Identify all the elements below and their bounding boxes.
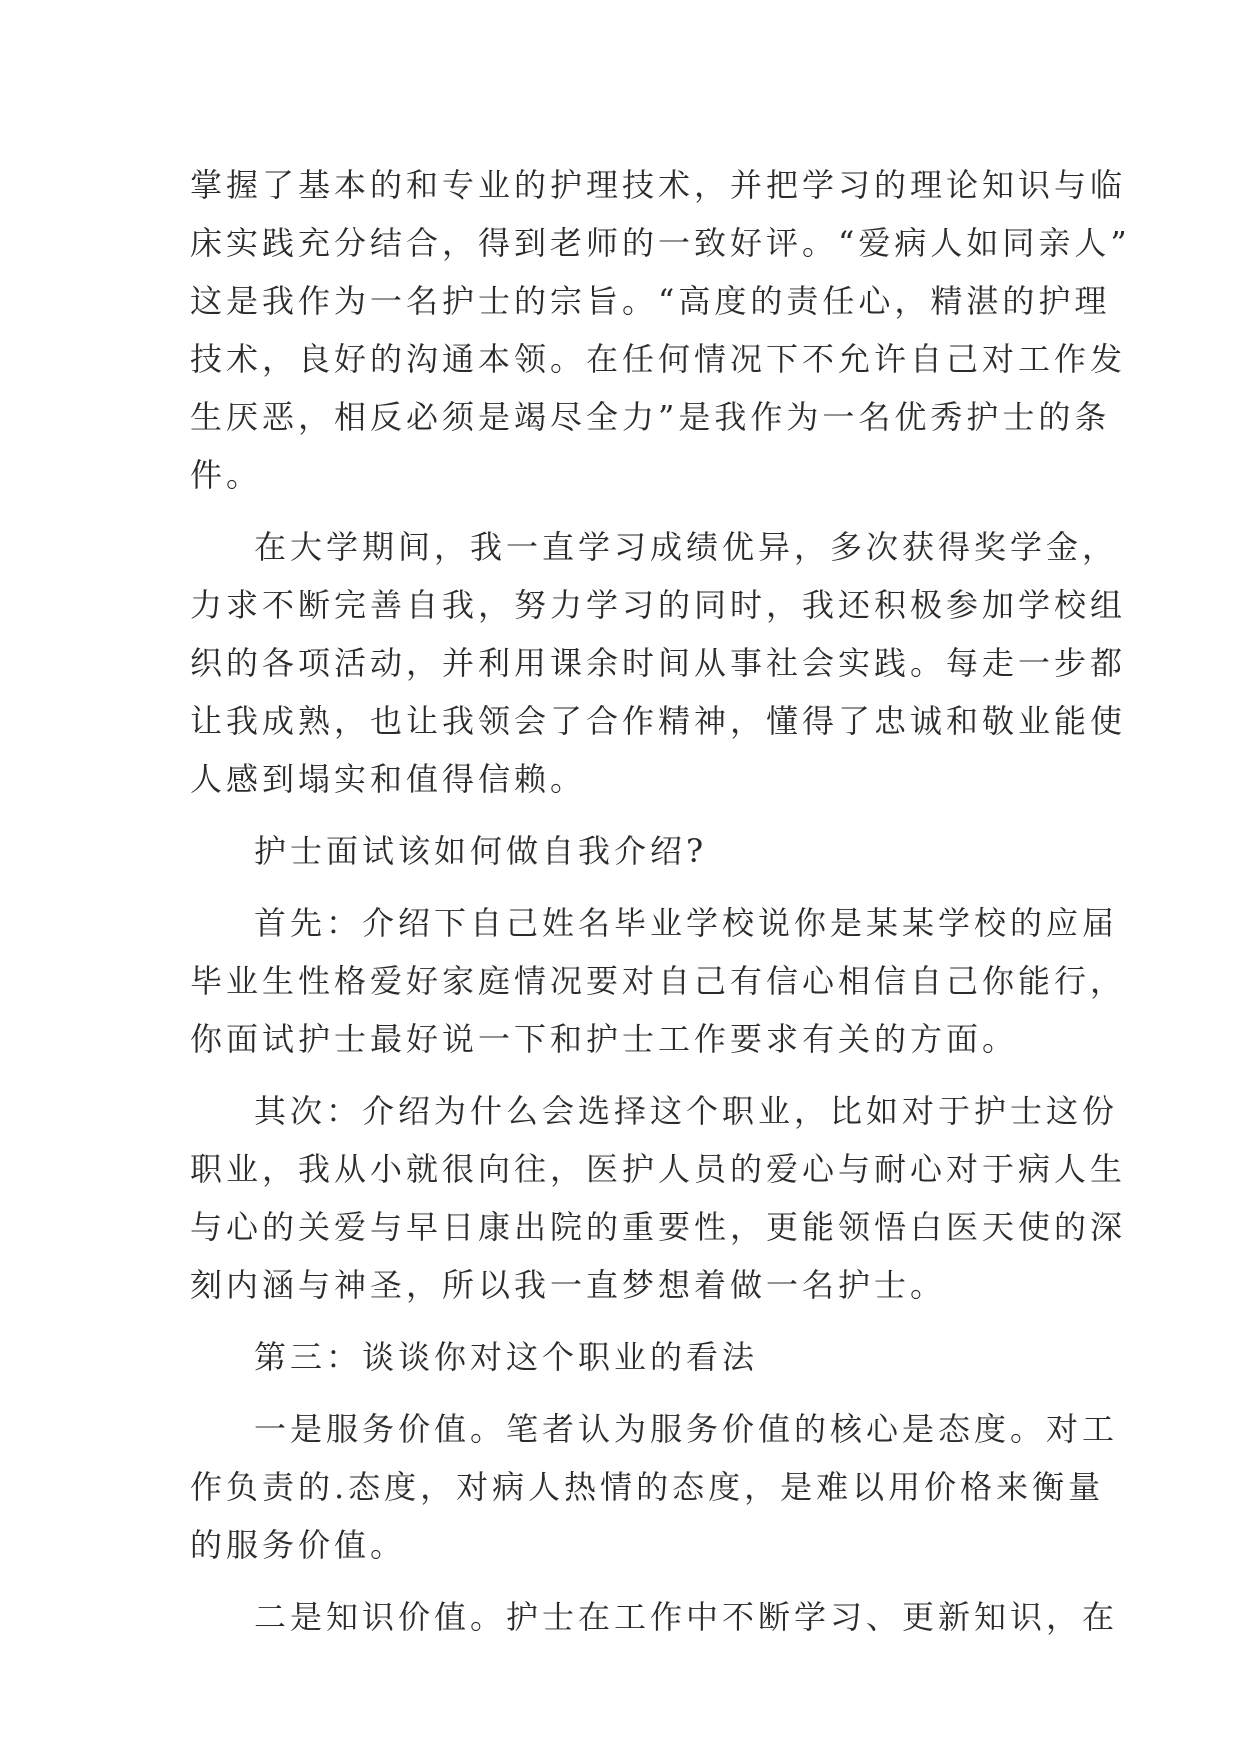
text-line: 织的各项活动，并利用课余时间从事社会实践。每走一步都 (190, 644, 1127, 682)
text-line: 一是服务价值。笔者认为服务价值的核心是态度。对工 (254, 1410, 1119, 1448)
text-line: 力求不断完善自我，努力学习的同时，我还积极参加学校组 (190, 586, 1127, 624)
text-line: 床实践充分结合，得到老师的一致好评。“爱病人如同亲人” (190, 224, 1131, 262)
text-line: 件。 (190, 456, 263, 494)
text-line: 作负责的.态度，对病人热情的态度，是难以用价格来衡量 (190, 1468, 1105, 1506)
text-line: 的服务价值。 (190, 1526, 407, 1564)
text-line: 其次：介绍为什么会选择这个职业，比如对于护士这份 (254, 1092, 1119, 1130)
text-line: 这是我作为一名护士的宗旨。“高度的责任心，精湛的护理 (190, 282, 1111, 320)
text-line: 职业，我从小就很向往，医护人员的爱心与耐心对于病人生 (190, 1150, 1127, 1188)
text-line: 人感到塌实和值得信赖。 (190, 760, 587, 798)
text-line: 你面试护士最好说一下和护士工作要求有关的方面。 (190, 1020, 1019, 1058)
text-line: 生厌恶，相反必须是竭尽全力”是我作为一名优秀护士的条 (190, 398, 1111, 436)
text-line: 毕业生性格爱好家庭情况要对自己有信心相信自己你能行， (190, 962, 1127, 1000)
text-line: 二是知识价值。护士在工作中不断学习、更新知识，在 (254, 1598, 1119, 1636)
text-line: 技术，良好的沟通本领。在任何情况下不允许自己对工作发 (190, 340, 1127, 378)
text-line: 护士面试该如何做自我介绍? (254, 832, 708, 870)
text-line: 第三：谈谈你对这个职业的看法 (254, 1338, 759, 1376)
text-line: 与心的关爱与早日康出院的重要性，更能领悟白医天使的深 (190, 1208, 1127, 1246)
text-line: 刻内涵与神圣，所以我一直梦想着做一名护士。 (190, 1266, 947, 1304)
text-line: 首先：介绍下自己姓名毕业学校说你是某某学校的应届 (254, 904, 1119, 942)
text-line: 掌握了基本的和专业的护理技术，并把学习的理论知识与临 (190, 166, 1127, 204)
text-line: 在大学期间，我一直学习成绩优异，多次获得奖学金， (254, 528, 1119, 566)
text-line: 让我成熟，也让我领会了合作精神，懂得了忠诚和敬业能使 (190, 702, 1127, 740)
document-body (190, 156, 1131, 1646)
